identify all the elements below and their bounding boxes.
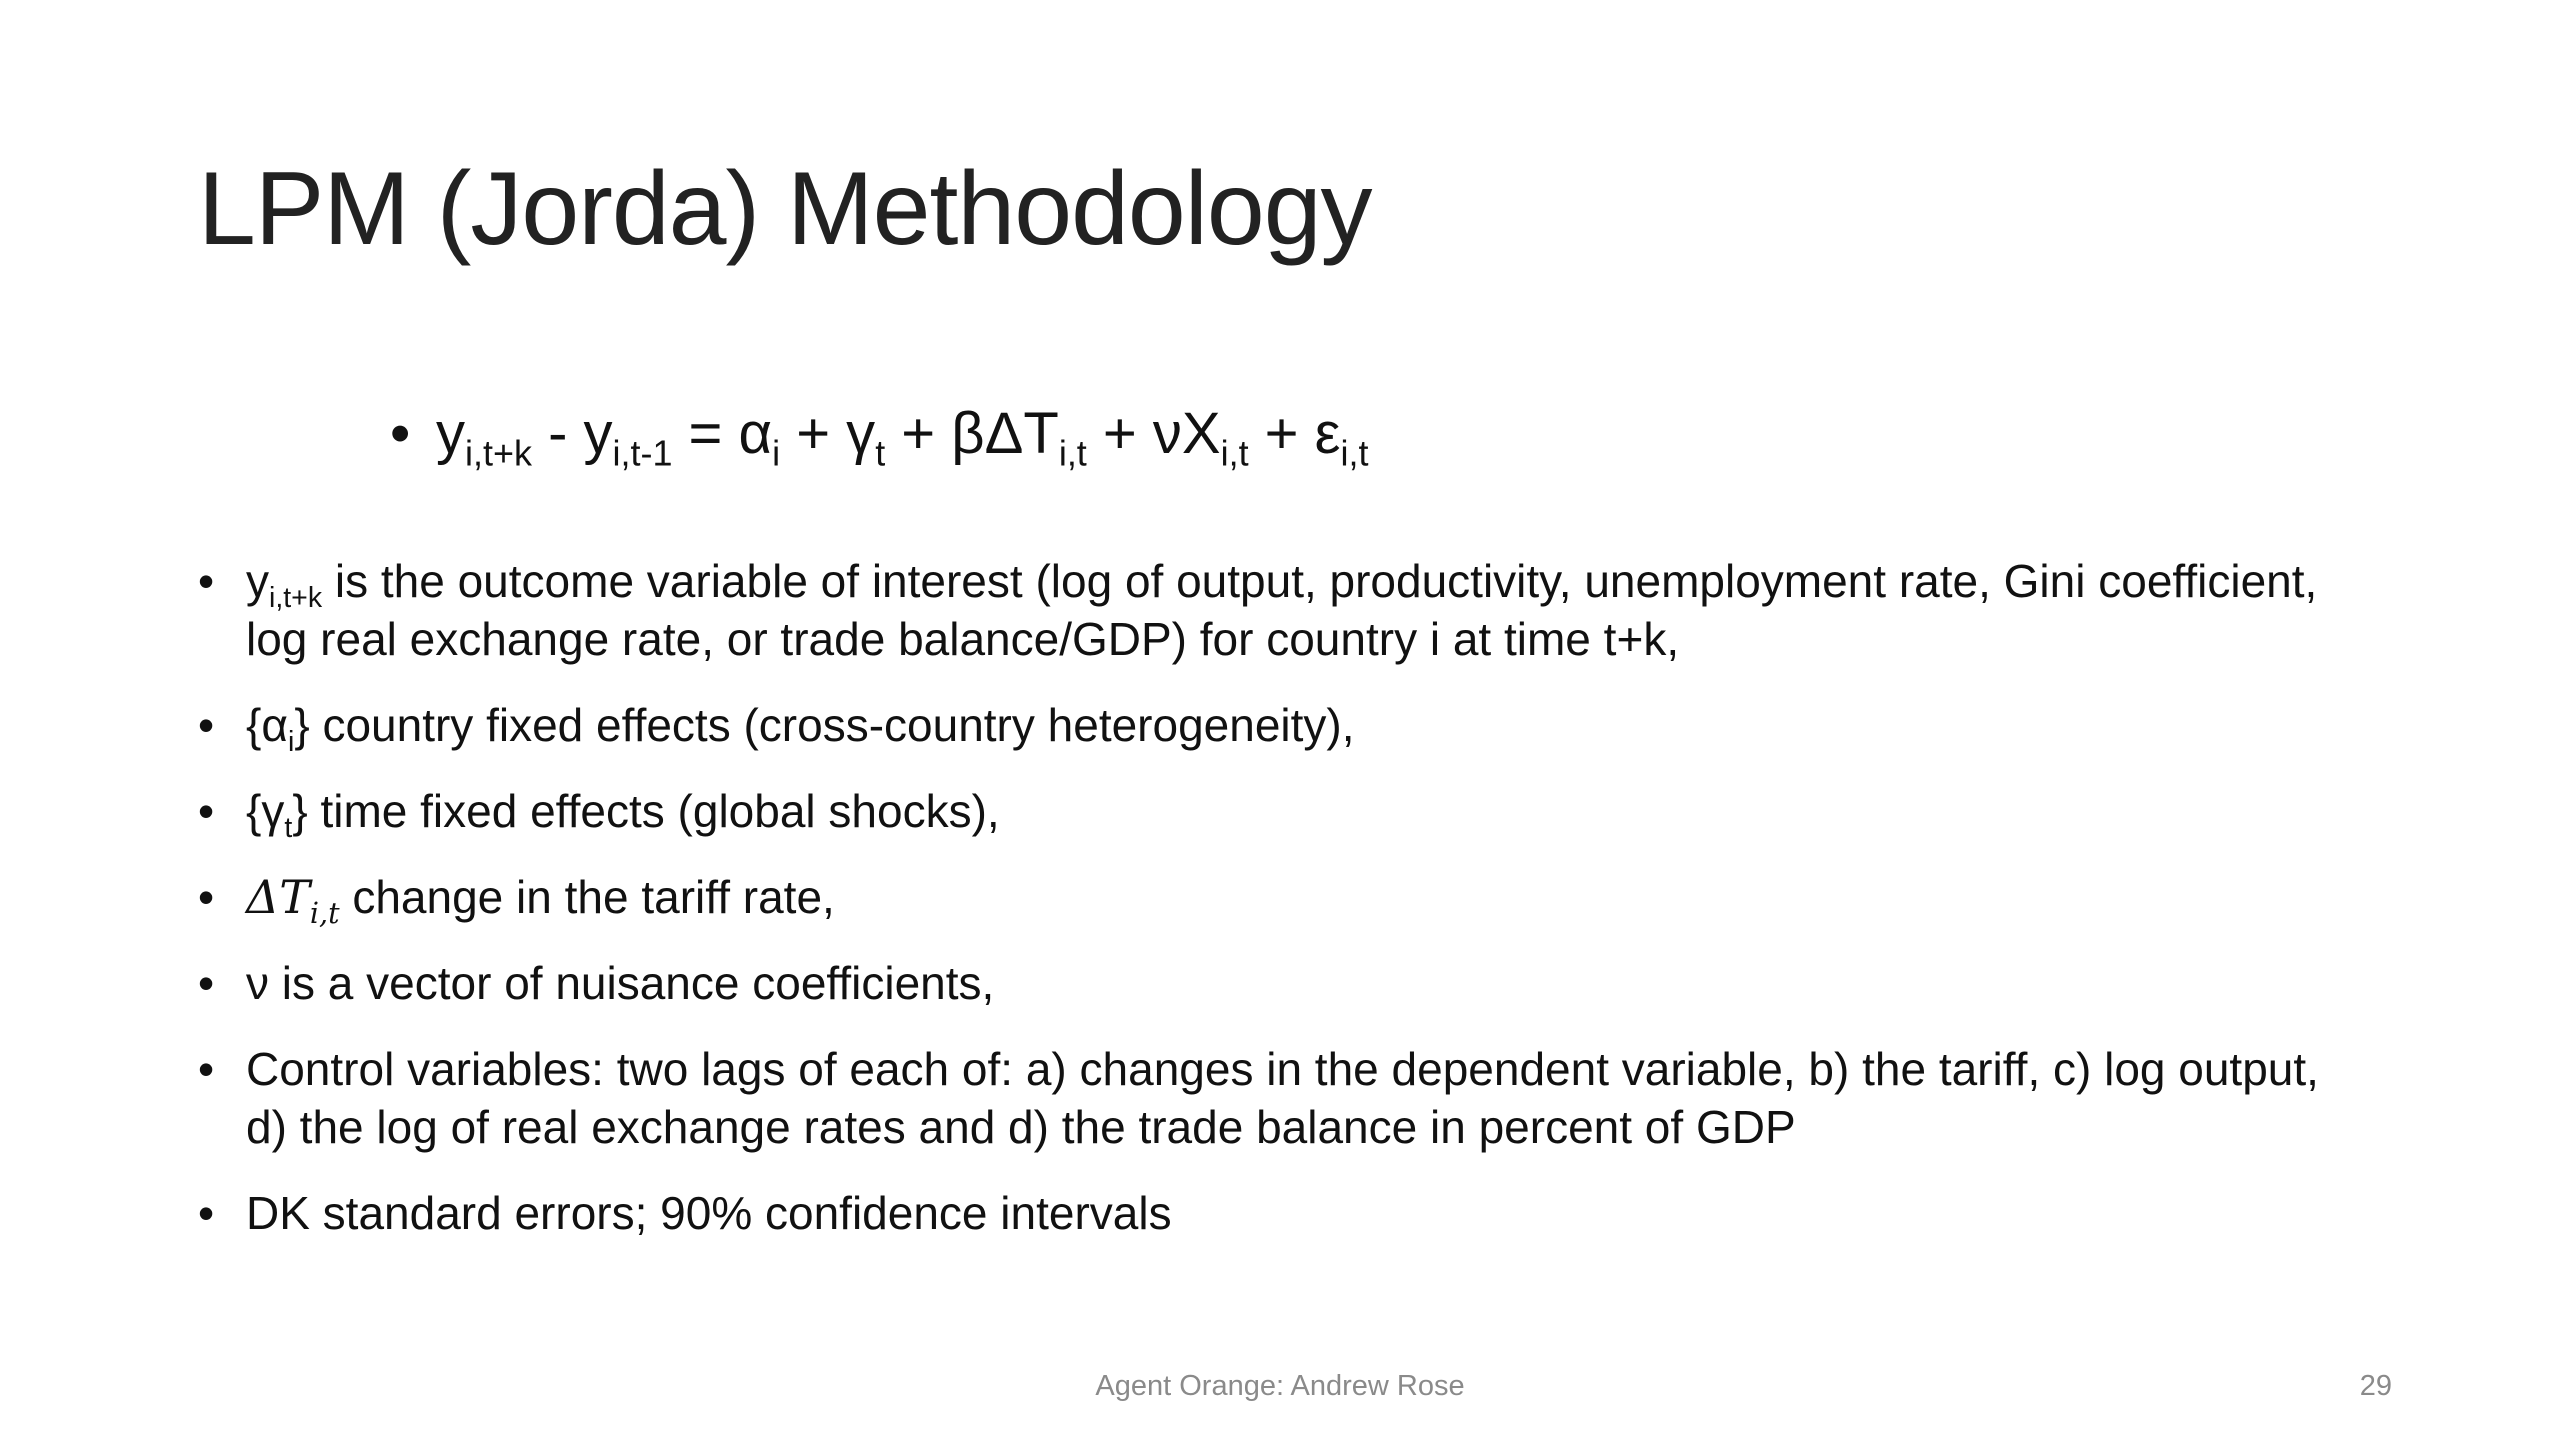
text-run: y [246,555,269,607]
bullet-marker: • [198,555,215,607]
text-run: + γ [780,401,876,466]
bullet-list [198,552,2348,1270]
bullet-text [246,957,994,1009]
bullet-text [246,1187,1172,1239]
text-run: + ε [1248,401,1341,466]
bullet-marker: • [198,699,215,751]
text-run: ν is a vector of nuisance coefficients, [246,957,995,1009]
text-run: DK standard errors; 90% confidence intervals [246,1187,1172,1239]
subscript: i,t [1058,432,1087,474]
subscript: i,t [1220,432,1249,474]
bullet-text [246,699,1355,758]
text-run: = α [672,401,773,466]
bullet-text [246,555,2317,665]
text-run: - y [531,401,613,466]
text-run: y [436,401,465,466]
bullet-text [246,785,1000,844]
bullet-marker: • [198,871,215,923]
bullet-control-variables [198,1040,2348,1156]
text-run: } time fixed effects (global shocks), [292,785,1000,837]
subscript: i,t-1 [612,432,673,474]
page-number: 29 [2359,1370,2392,1402]
subscript: t [284,811,293,844]
bullet-marker: • [198,1043,215,1095]
subscript: i [287,725,295,758]
text-run: change in the tariff rate, [339,871,835,923]
bullet-text [246,1043,2319,1153]
text-run: {α [246,699,288,751]
subscript: i,t+k [269,581,323,614]
subscript: i [772,432,781,474]
text-run: Control variables: two lags of each of: a) changes in the dependent variable, b) the tariff, c) log output, d) the log of real exchange rates and d) the trade balance in percent of GDP [246,1043,2319,1153]
math-subscript: i,t [309,896,340,930]
regression-equation [390,400,1369,474]
bullet-nuisance-coefficients [198,954,2348,1012]
bullet-outcome-variable [198,552,2348,668]
slide-footer: Agent Orange: Andrew Rose [1095,1370,1465,1402]
text-run: is the outcome variable of interest (log of output, productivity, unemployment rate, Gini coefficient, log real exchange rate, or trade balance/GDP) for country i at time t+k, [246,555,2318,665]
bullet-marker: • [198,957,215,1009]
subscript: i,t+k [465,432,532,474]
bullet-time-fixed-effects [198,782,2348,844]
text-run: {γ [246,785,285,837]
bullet-marker: • [198,785,215,837]
equation-bullet: • [390,401,411,466]
bullet-standard-errors [198,1184,2348,1242]
bullet-country-fixed-effects [198,696,2348,758]
text-run: + βΔT [885,401,1059,466]
bullet-tariff-change [198,868,2348,930]
text-run: + νX [1086,401,1221,466]
subscript: i,t [1340,432,1369,474]
equation-body [436,401,1369,474]
bullet-text [246,870,835,930]
text-run: } country fixed effects (cross-country heterogeneity), [294,699,1355,751]
math-symbol: ΔT [246,870,310,924]
subscript: t [875,432,886,474]
slide-title: LPM (Jorda) Methodology [198,151,1372,267]
bullet-marker: • [198,1187,215,1239]
